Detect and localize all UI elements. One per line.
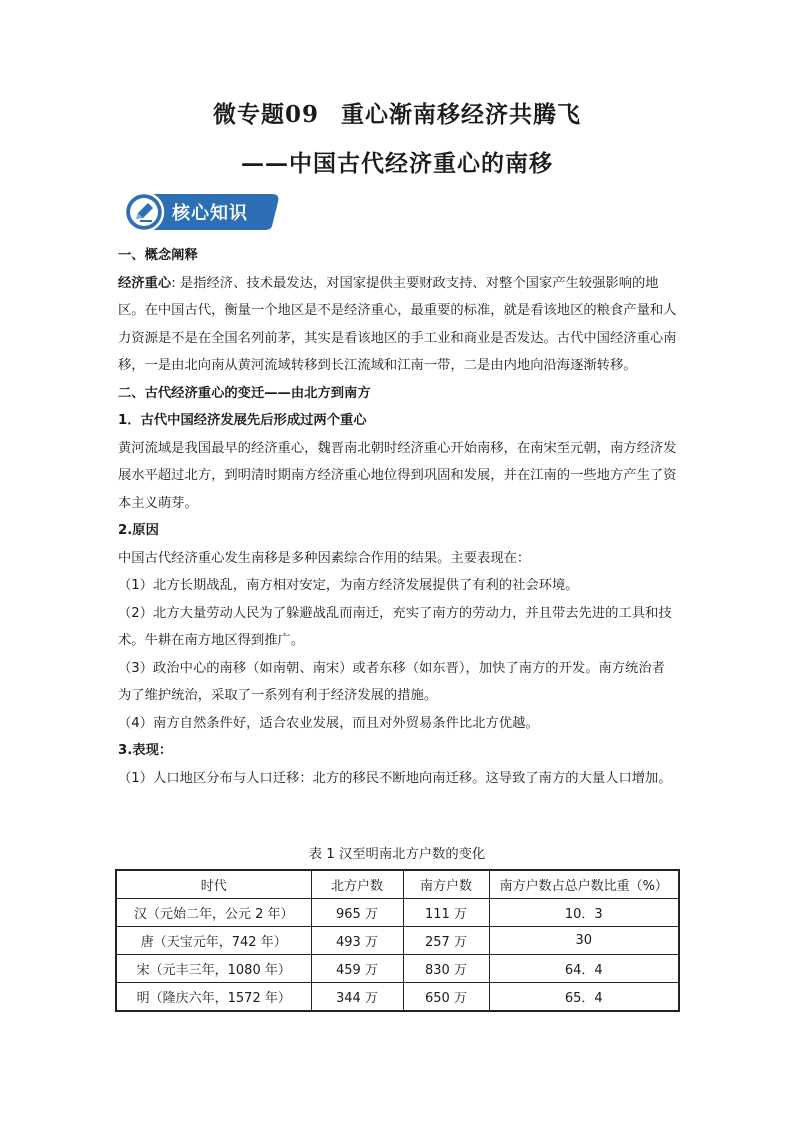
subsection-2-intro: 中国古代经济重心发生南移是多种因素综合作用的结果。主要表现在：	[118, 550, 531, 566]
table-caption: 表 1 汉至明南北方户数的变化	[308, 847, 486, 862]
title-prefix: 微专题	[212, 101, 285, 128]
table-cell: 唐（天宝元年，742 年）	[116, 927, 311, 955]
table-cell: 64．4	[489, 955, 679, 983]
section-badge	[122, 190, 282, 232]
reason-item: （3）政治中心的南移（如南朝、南宋）或者东移（如东晋），加快了南方的开发。南方统治者为了维护统治，采取了一系列有利于经济发展的措施。	[118, 660, 665, 703]
term-label: 经济重心	[118, 275, 172, 291]
table-cell: 65．4	[489, 983, 679, 1012]
subsection-1-heading: 1．古代中国经济发展先后形成过两个重心	[118, 413, 367, 428]
section-1-heading: 一、概念阐释	[118, 248, 198, 263]
page-subtitle: ——中国古代经济重心的南移	[241, 150, 553, 177]
badge-label: 核心知识	[172, 203, 248, 224]
table-cell: 汉（元始二年，公元 2 年）	[116, 899, 311, 927]
table-cell: 10．3	[489, 899, 679, 927]
table-header-cell: 南方户数占总户数比重（%）	[489, 870, 679, 899]
page-title	[0, 96, 794, 129]
title-text: 重心渐南移经济共腾飞	[341, 101, 581, 128]
manifestation-item: （1）人口地区分布与人口迁移：北方的移民不断地向南迁移。这导致了南方的大量人口增加。	[118, 770, 672, 786]
title-number: 09	[284, 101, 319, 128]
table-cell: 344 万	[311, 983, 403, 1012]
subsection-2-heading: 2.原因	[118, 523, 159, 538]
table-cell: 965 万	[311, 899, 403, 927]
table-row	[116, 927, 679, 955]
main-content	[118, 242, 678, 792]
table-cell: 宋（元丰三年，1080 年）	[116, 955, 311, 983]
table-cell: 459 万	[311, 955, 403, 983]
household-table	[115, 869, 680, 1012]
term-definition: : 是指经济、技术最发达，对国家提供主要财政支持、对整个国家产生较强影响的地区。在中国古代，衡量一个地区是不是经济重心，最重要的标准，就是看该地区的粮食产量和人力资源是不是在全国名列前茅，其实是看该地区的手工业和商业是否发达。古代中国经济重心南移，一是由北向南从黄河流域转移到长江流域和江南一带，二是由内地向沿海逐渐转移。	[118, 275, 677, 373]
table-header-cell: 北方户数	[311, 870, 403, 899]
table-row	[116, 955, 679, 983]
table-cell: 650 万	[403, 983, 489, 1012]
table-cell: 830 万	[403, 955, 489, 983]
reason-item: （2）北方大量劳动人民为了躲避战乱而南迁，充实了南方的劳动力，并且带去先进的工具和技术。牛耕在南方地区得到推广。	[118, 605, 672, 648]
table-header-row	[116, 870, 679, 899]
section-1-paragraph	[118, 270, 678, 380]
pencil-icon	[132, 200, 156, 224]
table-cell: 111 万	[403, 899, 489, 927]
section-2-heading: 二、古代经济重心的变迁——由北方到南方	[118, 385, 371, 401]
table-cell: 257 万	[403, 927, 489, 955]
reason-item: （1）北方长期战乱，南方相对安定，为南方经济发展提供了有利的社会环境。	[118, 578, 579, 593]
table-row	[116, 983, 679, 1012]
subsection-1-text: 黄河流域是我国最早的经济重心，魏晋南北朝时经济重心开始南移，在南宋至元朝，南方经济发展水平超过北方，到明清时期南方经济重心地位得到巩固和发展，并在江南的一些地方产生了资本主义萌芽。	[118, 440, 677, 511]
table-cell: 30	[489, 927, 679, 955]
table-header-cell: 南方户数	[403, 870, 489, 899]
table-row	[116, 899, 679, 927]
table-header-cell: 时代	[116, 870, 311, 899]
subsection-3-heading: 3.表现：	[118, 743, 173, 758]
table-cell: 明（隆庆六年，1572 年）	[116, 983, 311, 1012]
table-cell: 493 万	[311, 927, 403, 955]
reason-item: （4）南方自然条件好，适合农业发展，而且对外贸易条件比北方优越。	[118, 715, 539, 731]
